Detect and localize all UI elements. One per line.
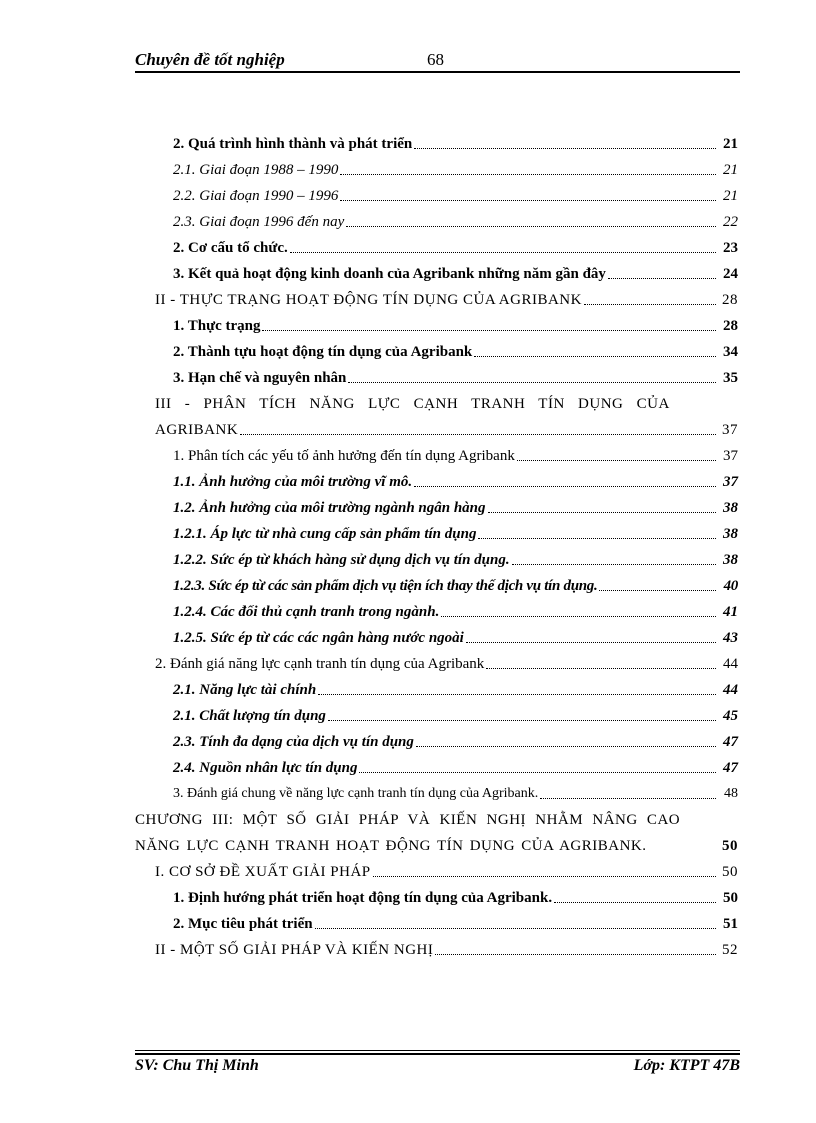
footer-rule [135, 1053, 740, 1055]
toc-entry: 1.2.1. Áp lực từ nhà cung cấp sản phẩm tín dụng 38 [173, 526, 738, 542]
toc-entry: 2.1. Năng lực tài chính 44 [173, 682, 738, 698]
toc-entry: 2.4. Nguồn nhân lực tín dụng 47 [173, 760, 738, 776]
header-rule [135, 71, 740, 73]
toc-entry: NĂNG LỰC CẠNH TRANH HOẠT ĐỘNG TÍN DỤNG CỦA AGRIBANK. 50 [135, 838, 738, 854]
toc-entry: 1.2. Ảnh hưởng của môi trường ngành ngân hàng 38 [173, 500, 738, 516]
student-name: SV: Chu Thị Minh [135, 1057, 259, 1074]
toc-entry: 2.3. Giai đoạn 1996 đến nay 22 [173, 214, 738, 230]
page-number: 68 [427, 50, 444, 69]
document-title: Chuyên đề tốt nghiệp [135, 50, 285, 69]
toc-entry: 2.1. Chất lượng tín dụng 45 [173, 708, 738, 724]
toc-entry: 1. Phân tích các yếu tố ảnh hưởng đến tín dụng Agribank 37 [173, 448, 738, 464]
toc-entry: 2. Đánh giá năng lực cạnh tranh tín dụng của Agribank 44 [155, 656, 738, 672]
toc-entry: I. CƠ SỞ ĐỀ XUẤT GIẢI PHÁP 50 [155, 864, 738, 880]
toc-entry: 2. Quá trình hình thành và phát triển 21 [173, 136, 738, 152]
toc-entry: 1.2.5. Sức ép từ các các ngân hàng nước ngoài 43 [173, 630, 738, 646]
toc-entry: 2.3. Tính đa dạng của dịch vụ tín dụng 47 [173, 734, 738, 750]
toc-entry: 1.2.2. Sức ép từ khách hàng sử dụng dịch vụ tín dụng. 38 [173, 552, 738, 568]
page-header [135, 48, 740, 72]
toc-entry: 1.1. Ảnh hưởng của môi trường vĩ mô. 37 [173, 474, 738, 490]
toc-entry: II - MỘT SỐ GIẢI PHÁP VÀ KIẾN NGHỊ 52 [155, 942, 738, 958]
footer-rule [135, 1050, 740, 1051]
toc-entry-heading: CHƯƠNG III: MỘT SỐ GIẢI PHÁP VÀ KIẾN NGHỊ NHẰM NÂNG CAO [135, 812, 681, 828]
toc-entry: II - THỰC TRẠNG HOẠT ĐỘNG TÍN DỤNG CỦA AGRIBANK 28 [155, 292, 738, 308]
toc-entry: 3. Kết quả hoạt động kinh doanh của Agribank những năm gần đây 24 [173, 266, 738, 282]
toc-entry: 2. Mục tiêu phát triển 51 [173, 916, 738, 932]
toc-entry: 2. Thành tựu hoạt động tín dụng của Agribank 34 [173, 344, 738, 360]
toc-entry: 2.1. Giai đoạn 1988 – 1990 21 [173, 162, 738, 178]
toc-entry: 1.2.3. Sức ép từ các sản phẩm dịch vụ tiện ích thay thế dịch vụ tín dụng. 40 [173, 578, 738, 594]
toc-entry: AGRIBANK 37 [155, 422, 738, 438]
toc-entry: 2. Cơ cấu tổ chức. 23 [173, 240, 738, 256]
toc-entry: 2.2. Giai đoạn 1990 – 1996 21 [173, 188, 738, 204]
toc-entry: 1.2.4. Các đối thủ cạnh tranh trong ngành. 41 [173, 604, 738, 620]
toc-entry-heading: III - PHÂN TÍCH NĂNG LỰC CẠNH TRANH TÍN DỤNG CỦA [155, 396, 670, 412]
toc-entry: 1. Thực trạng 28 [173, 318, 738, 334]
toc-entry: 1. Định hướng phát triển hoạt động tín dụng của Agribank. 50 [173, 890, 738, 906]
toc-entry: 3. Hạn chế và nguyên nhân 35 [173, 370, 738, 386]
class-name: Lớp: KTPT 47B [633, 1057, 740, 1074]
toc-entry: 3. Đánh giá chung về năng lực cạnh tranh tín dụng của Agribank. 48 [173, 786, 738, 801]
